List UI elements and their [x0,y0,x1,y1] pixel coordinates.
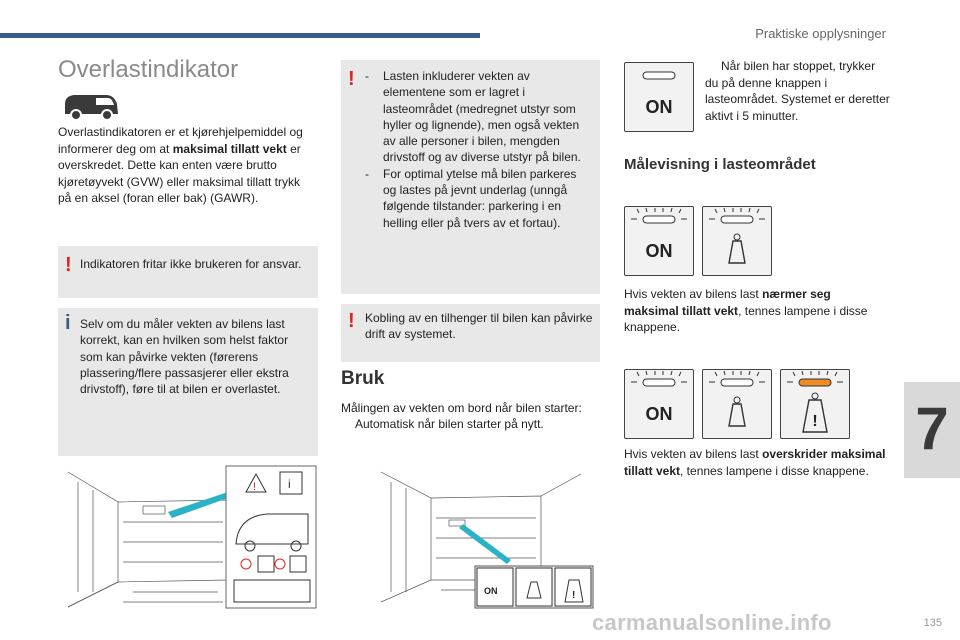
warning-box-2 [341,60,600,294]
on-button-lit[interactable] [624,206,694,276]
exclamation-icon: ! [65,254,72,276]
cargo-photo-middle [341,462,600,612]
warning-box-1: ! Indikatoren fritar ikke brukeren for ansvar. [58,246,318,298]
intro-paragraph: Overlastindikatoren er et kjørehjelpemiddel og informerer deg om at maksimal tillatt vekt er overskredet. Dette kan enten være brutto kjøretøyvekt (GVW) eller maksimal tillatt trykk på en aksel (foran eller bak) (GAWR). [58,125,303,205]
overload-button-lit[interactable] [780,369,850,439]
load-notes [365,68,593,231]
chapter-number: 7 [915,395,949,462]
header-bar [0,33,480,38]
intro-bold: maksimal tillatt vekt [172,141,287,156]
list-item: - For optimal ytelse må bilen parkeres og lastes på jevnt underlag (unngå følgende tilstander: parkering i en helling eller på tvers av et fortau). [365,166,593,231]
svg-text:!: ! [253,481,257,493]
display-heading: Målevisning i lasteområdet [624,156,816,173]
over-limit-text: Hvis vekten av bilens last overskrider maksimal tillatt vekt, tennes lampene i disse knappene. [624,447,886,478]
cargo-photo-left [58,462,318,612]
svg-text:i: i [288,477,291,491]
info-box: i Selv om du måler vekten av bilens last korrekt, kan en hvilken som helst faktor som kan påvirke vekten (førerens plassering/flere passasjerer eller ekstra drivstoff), føre til at bilen er overlastet. [58,308,318,456]
exclamation-icon: ! [348,68,355,90]
page-title: Overlastindikator [58,56,239,83]
on-label: ON [645,241,673,261]
usage-text: Målingen av vekten om bord når bilen starter: [341,401,582,415]
usage-heading: Bruk [341,368,385,389]
usage-bullet: Automatisk når bilen starter på nytt. [355,417,544,431]
warning-box-3: ! Kobling av en tilhenger til bilen kan påvirke drift av systemet. [341,304,600,362]
overload-label: ! [812,413,818,430]
weight-button-lit[interactable] [702,369,772,439]
page-number: 135 [923,617,942,629]
svg-text:!: ! [572,590,576,601]
stopped-bullet: Når bilen har stoppet, trykker du på denne knappen i lasteområdet. Systemet er deretter aktivt i 5 minutter. [705,59,890,123]
on-button[interactable] [624,62,694,132]
watermark: carmanualsonline.info [592,610,832,635]
section-title: Praktiske opplysninger [755,26,886,41]
on-label: ON [645,97,673,117]
info-icon: i [65,312,71,334]
on-button-lit[interactable] [624,369,694,439]
weight-button-lit[interactable] [702,206,772,276]
on-label: ON [645,404,673,424]
van-icon [62,92,120,122]
svg-text:ON: ON [484,586,498,596]
near-limit-text: Hvis vekten av bilens last nærmer seg maksimal tillatt vekt, tennes lampene i disse knappene. [624,287,868,334]
exclamation-icon: ! [348,310,355,332]
list-item: - Lasten inkluderer vekten av elementene som er lagret i lasteområdet (medregnet utstyr som hyller og lignende), men også vekten av alle personer i bilen, mengden drivstoff og av diverse utstyr på bilen. [365,68,593,166]
chapter-tab [904,382,960,478]
